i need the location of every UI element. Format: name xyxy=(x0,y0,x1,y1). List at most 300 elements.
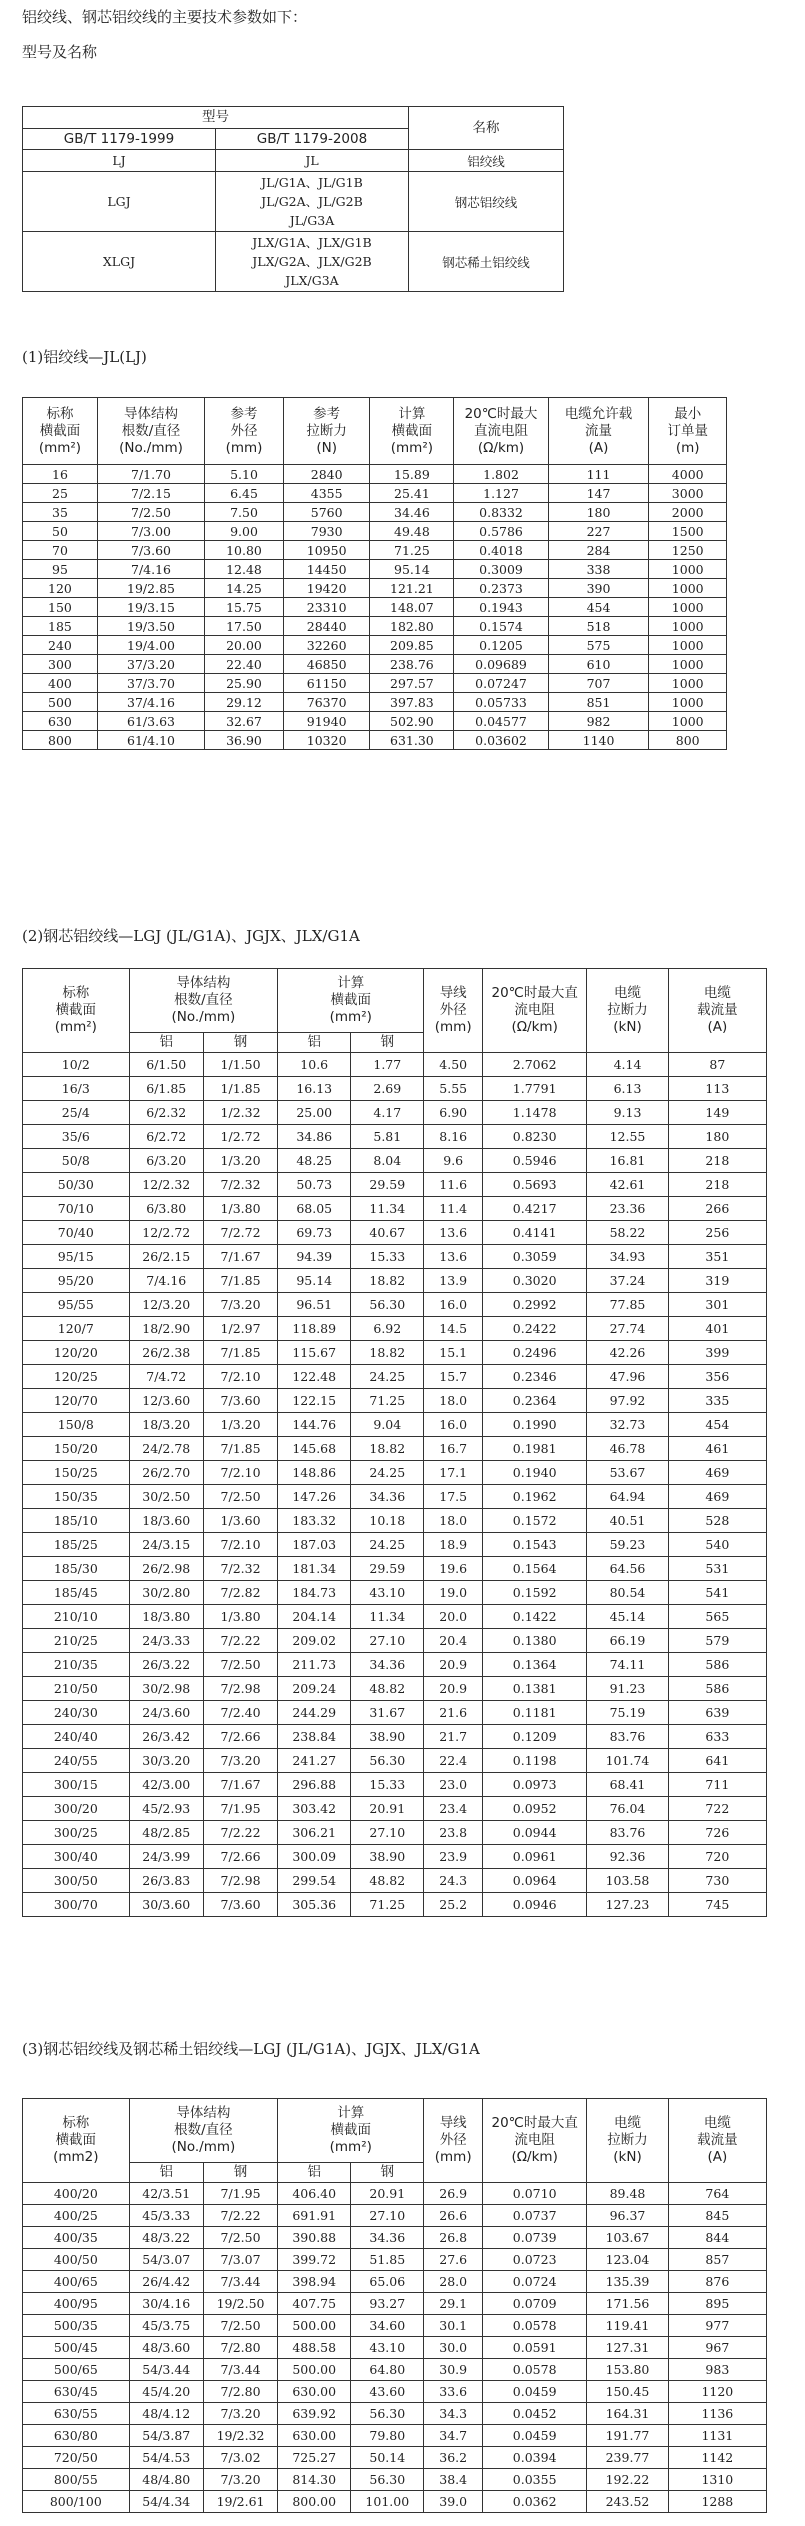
table-cell: 1000 xyxy=(649,674,727,693)
table-row xyxy=(23,1869,767,1893)
table-cell: 171.56 xyxy=(587,2293,668,2315)
table-cell: 83.76 xyxy=(587,1725,668,1749)
table-cell: 19/2.32 xyxy=(203,2425,277,2447)
table-cell: 0.3009 xyxy=(454,560,548,579)
table-cell: 27.74 xyxy=(587,1317,668,1341)
table-cell: 1000 xyxy=(649,598,727,617)
table-cell: 7/2.82 xyxy=(203,1581,277,1605)
table-cell: 7/3.20 xyxy=(203,1749,277,1773)
table-cell: 10.80 xyxy=(205,541,284,560)
std-2008-header: GB/T 1179-2008 xyxy=(216,129,409,150)
table-cell: 38.90 xyxy=(351,1845,424,1869)
table-cell: 7/1.70 xyxy=(97,465,204,484)
table-row xyxy=(23,1749,767,1773)
table-cell: 297.57 xyxy=(370,674,454,693)
table-cell: 11.34 xyxy=(351,1197,424,1221)
table-row xyxy=(23,2205,767,2227)
table-cell: 630/45 xyxy=(23,2381,130,2403)
table-row xyxy=(23,1221,767,1245)
table-cell: 0.2496 xyxy=(483,1341,587,1365)
table-cell: 18.0 xyxy=(424,1389,483,1413)
table-cell: 64.56 xyxy=(587,1557,668,1581)
table-cell: 54/3.07 xyxy=(129,2249,203,2271)
table-cell: 1000 xyxy=(649,655,727,674)
table-row xyxy=(23,579,727,598)
column-header: 标称 横截面 (mm²) xyxy=(23,398,98,465)
table-cell: 0.5946 xyxy=(483,1149,587,1173)
table-cell: 120/70 xyxy=(23,1389,130,1413)
table-cell: 1310 xyxy=(668,2469,766,2491)
table-cell: 35 xyxy=(23,503,98,522)
table-cell: 23.36 xyxy=(587,1197,668,1221)
table-row xyxy=(23,1437,767,1461)
table-cell: 351 xyxy=(668,1245,766,1269)
table-row xyxy=(23,1485,767,1509)
table-cell: 56.30 xyxy=(351,2469,424,2491)
table-cell: 45/2.93 xyxy=(129,1797,203,1821)
table-cell: 19/2.61 xyxy=(203,2491,277,2513)
acsr-table xyxy=(22,968,767,1917)
table-row xyxy=(23,2337,767,2359)
table-cell: 241.27 xyxy=(278,1749,351,1773)
table-cell: 34.46 xyxy=(370,503,454,522)
table-cell: 21.7 xyxy=(424,1725,483,1749)
table-cell: 0.1209 xyxy=(483,1725,587,1749)
tensile-header: 电缆 拉断力 (kN) xyxy=(587,2099,668,2183)
table-cell: 15.1 xyxy=(424,1341,483,1365)
model-name-cell: 铝绞线 xyxy=(409,150,564,172)
table-cell: 0.0394 xyxy=(483,2447,587,2469)
table-cell: 0.07247 xyxy=(454,674,548,693)
table-cell: 319 xyxy=(668,1269,766,1293)
table-cell: 183.32 xyxy=(278,1509,351,1533)
table-cell: 64.80 xyxy=(351,2359,424,2381)
table-cell: 56.30 xyxy=(351,2403,424,2425)
table-cell: 185 xyxy=(23,617,98,636)
table-cell: 144.76 xyxy=(278,1413,351,1437)
table-cell: 24/3.33 xyxy=(129,1629,203,1653)
table-cell: 49.48 xyxy=(370,522,454,541)
table-row xyxy=(23,2183,767,2205)
aluminum-subheader: 铝 xyxy=(129,1033,203,1053)
table-cell: 45.14 xyxy=(587,1605,668,1629)
table-cell: 335 xyxy=(668,1389,766,1413)
table-cell: 12/3.60 xyxy=(129,1389,203,1413)
column-header: 参考 外径 (mm) xyxy=(205,398,284,465)
table-row xyxy=(23,2469,767,2491)
table-cell: 7/1.95 xyxy=(203,2183,277,2205)
table-cell: 240/55 xyxy=(23,1749,130,1773)
table-cell: 92.36 xyxy=(587,1845,668,1869)
table-cell: 150/25 xyxy=(23,1461,130,1485)
table-cell: 399.72 xyxy=(278,2249,351,2271)
table-cell: 20.9 xyxy=(424,1677,483,1701)
table-cell: 800/55 xyxy=(23,2469,130,2491)
table-row xyxy=(23,1461,767,1485)
table-cell: 7/2.66 xyxy=(203,1845,277,1869)
ampacity-header: 电缆 载流量 (A) xyxy=(668,969,766,1053)
table-cell: 851 xyxy=(548,693,649,712)
table-cell: 34.36 xyxy=(351,1653,424,1677)
table-cell: 96.37 xyxy=(587,2205,668,2227)
table-row xyxy=(23,674,727,693)
table-cell: 7/2.66 xyxy=(203,1725,277,1749)
table-cell: 397.83 xyxy=(370,693,454,712)
table-cell: 6.90 xyxy=(424,1101,483,1125)
acsr-rare-earth-table xyxy=(22,2098,767,2513)
table-cell: 37/4.16 xyxy=(97,693,204,712)
table-cell: 0.4141 xyxy=(483,1221,587,1245)
aluminum-subheader: 铝 xyxy=(129,2163,203,2183)
table-cell: 93.27 xyxy=(351,2293,424,2315)
table-cell: 845 xyxy=(668,2205,766,2227)
table-cell: 30/2.80 xyxy=(129,1581,203,1605)
table-cell: 19/4.00 xyxy=(97,636,204,655)
table-cell: 15.33 xyxy=(351,1773,424,1797)
table-cell: 204.14 xyxy=(278,1605,351,1629)
table-row xyxy=(23,2271,767,2293)
table-cell: 27.10 xyxy=(351,1821,424,1845)
model-old-cell: LGJ xyxy=(23,172,216,232)
table-cell: 16.13 xyxy=(278,1077,351,1101)
model-name-header: 名称 xyxy=(409,107,564,150)
table-cell: 24/3.60 xyxy=(129,1701,203,1725)
table-cell: 37.24 xyxy=(587,1269,668,1293)
model-old-cell: LJ xyxy=(23,150,216,172)
diameter-header: 导线 外径 (mm) xyxy=(424,2099,483,2183)
table-cell: 16.0 xyxy=(424,1413,483,1437)
table-cell: 34.7 xyxy=(424,2425,483,2447)
table-cell: 400/35 xyxy=(23,2227,130,2249)
table-cell: 120/20 xyxy=(23,1341,130,1365)
table-cell: 6/2.32 xyxy=(129,1101,203,1125)
table-cell: 68.41 xyxy=(587,1773,668,1797)
table-cell: 26/3.42 xyxy=(129,1725,203,1749)
table-cell: 0.2373 xyxy=(454,579,548,598)
table-cell: 7/2.22 xyxy=(203,1821,277,1845)
table-cell: 13.6 xyxy=(424,1245,483,1269)
table-cell: 25.2 xyxy=(424,1893,483,1917)
table-cell: 29.59 xyxy=(351,1173,424,1197)
table-cell: 7/2.32 xyxy=(203,1173,277,1197)
table-cell: 0.0459 xyxy=(483,2381,587,2403)
table-cell: 707 xyxy=(548,674,649,693)
table-cell: 120 xyxy=(23,579,98,598)
table-cell: 7/2.10 xyxy=(203,1533,277,1557)
table-cell: 180 xyxy=(548,503,649,522)
table-cell: 39.0 xyxy=(424,2491,483,2513)
table-cell: 71.25 xyxy=(370,541,454,560)
table-cell: 400/25 xyxy=(23,2205,130,2227)
table-cell: 182.80 xyxy=(370,617,454,636)
table-cell: 7/2.80 xyxy=(203,2337,277,2359)
table-cell: 50 xyxy=(23,522,98,541)
table-cell: 33.6 xyxy=(424,2381,483,2403)
table-cell: 0.3020 xyxy=(483,1269,587,1293)
table-cell: 14.25 xyxy=(205,579,284,598)
table-row xyxy=(23,2359,767,2381)
table-row xyxy=(23,1725,767,1749)
table-cell: 26.8 xyxy=(424,2227,483,2249)
table-cell: 502.90 xyxy=(370,712,454,731)
column-header: 最小 订单量 (m) xyxy=(649,398,727,465)
table-cell: 0.0591 xyxy=(483,2337,587,2359)
table-cell: 210/35 xyxy=(23,1653,130,1677)
table-cell: 18.82 xyxy=(351,1437,424,1461)
table-cell: 19/2.85 xyxy=(97,579,204,598)
table-cell: 34.36 xyxy=(351,2227,424,2249)
table-cell: 227 xyxy=(548,522,649,541)
table-cell: 26/4.42 xyxy=(129,2271,203,2293)
table-cell: 401 xyxy=(668,1317,766,1341)
table-cell: 469 xyxy=(668,1485,766,1509)
table-cell: 0.4018 xyxy=(454,541,548,560)
table-cell: 800 xyxy=(23,731,98,750)
table-cell: 0.0952 xyxy=(483,1797,587,1821)
table-cell: 500/65 xyxy=(23,2359,130,2381)
table-cell: 97.92 xyxy=(587,1389,668,1413)
table-cell: 565 xyxy=(668,1605,766,1629)
table-cell: 0.0709 xyxy=(483,2293,587,2315)
table-cell: 187.03 xyxy=(278,1533,351,1557)
table-cell: 0.1198 xyxy=(483,1749,587,1773)
model-new-cell: JL xyxy=(216,150,409,172)
table-cell: 0.1205 xyxy=(454,636,548,655)
table-row xyxy=(23,1653,767,1677)
column-header: 参考 拉断力 (N) xyxy=(283,398,370,465)
table-cell: 10320 xyxy=(283,731,370,750)
table-cell: 48/3.22 xyxy=(129,2227,203,2249)
table-cell: 641 xyxy=(668,1749,766,1773)
table-cell: 48/4.12 xyxy=(129,2403,203,2425)
model-old-cell: XLGJ xyxy=(23,232,216,292)
table-cell: 399 xyxy=(668,1341,766,1365)
table-cell: 12/3.20 xyxy=(129,1293,203,1317)
table-cell: 0.0944 xyxy=(483,1821,587,1845)
table-cell: 29.1 xyxy=(424,2293,483,2315)
table-cell: 639 xyxy=(668,1701,766,1725)
table-cell: 122.15 xyxy=(278,1389,351,1413)
table-cell: 15.7 xyxy=(424,1365,483,1389)
table-cell: 876 xyxy=(668,2271,766,2293)
table-cell: 300/25 xyxy=(23,1821,130,1845)
table-cell: 1000 xyxy=(649,712,727,731)
table-row xyxy=(23,693,727,712)
table-cell: 800 xyxy=(649,731,727,750)
table-cell: 0.0452 xyxy=(483,2403,587,2425)
table-cell: 103.67 xyxy=(587,2227,668,2249)
table-cell: 0.04577 xyxy=(454,712,548,731)
table-cell: 7/2.22 xyxy=(203,2205,277,2227)
table-cell: 1/3.60 xyxy=(203,1509,277,1533)
table-cell: 46850 xyxy=(283,655,370,674)
table-row xyxy=(23,1629,767,1653)
table-cell: 192.22 xyxy=(587,2469,668,2491)
table-cell: 76.04 xyxy=(587,1797,668,1821)
table-cell: 814.30 xyxy=(278,2469,351,2491)
table-cell: 1/3.20 xyxy=(203,1413,277,1437)
table-cell: 7/4.16 xyxy=(97,560,204,579)
table-cell: 74.11 xyxy=(587,1653,668,1677)
model-name-cell: 钢芯稀土铝绞线 xyxy=(409,232,564,292)
table-cell: 37/3.70 xyxy=(97,674,204,693)
table-cell: 7/3.44 xyxy=(203,2271,277,2293)
table-cell: 301 xyxy=(668,1293,766,1317)
table-cell: 7/3.60 xyxy=(203,1893,277,1917)
table-row xyxy=(23,1053,767,1077)
table-cell: 1/2.97 xyxy=(203,1317,277,1341)
table-row xyxy=(23,1413,767,1437)
table-cell: 91.23 xyxy=(587,1677,668,1701)
table-cell: 37/3.20 xyxy=(97,655,204,674)
table-cell: 48.82 xyxy=(351,1869,424,1893)
table-cell: 30/2.98 xyxy=(129,1677,203,1701)
table-row xyxy=(23,1605,767,1629)
table-row xyxy=(23,636,727,655)
table-cell: 7/2.10 xyxy=(203,1461,277,1485)
table-cell: 35/6 xyxy=(23,1125,130,1149)
table-cell: 48/4.80 xyxy=(129,2469,203,2491)
table-cell: 0.0355 xyxy=(483,2469,587,2491)
table-cell: 7/1.85 xyxy=(203,1437,277,1461)
table-cell: 70 xyxy=(23,541,98,560)
table-cell: 857 xyxy=(668,2249,766,2271)
ampacity-header: 电缆 载流量 (A) xyxy=(668,2099,766,2183)
table-cell: 300/70 xyxy=(23,1893,130,1917)
table-cell: 70/10 xyxy=(23,1197,130,1221)
table-cell: 0.0710 xyxy=(483,2183,587,2205)
table-cell: 7/3.07 xyxy=(203,2249,277,2271)
table-cell: 145.68 xyxy=(278,1437,351,1461)
diameter-header: 导线 外径 (mm) xyxy=(424,969,483,1053)
table-cell: 1136 xyxy=(668,2403,766,2425)
table-cell: 36.2 xyxy=(424,2447,483,2469)
table-cell: 28440 xyxy=(283,617,370,636)
table-cell: 53.67 xyxy=(587,1461,668,1485)
area-header: 标称 横截面 (mm²) xyxy=(23,969,130,1053)
table-cell: 0.0459 xyxy=(483,2425,587,2447)
table-cell: 103.58 xyxy=(587,1869,668,1893)
table-cell: 243.52 xyxy=(587,2491,668,2513)
table-cell: 541 xyxy=(668,1581,766,1605)
table-cell: 0.0578 xyxy=(483,2315,587,2337)
table-cell: 95 xyxy=(23,560,98,579)
table-cell: 7/4.72 xyxy=(129,1365,203,1389)
table-cell: 43.10 xyxy=(351,2337,424,2359)
table-cell: 71.25 xyxy=(351,1389,424,1413)
table-cell: 1.127 xyxy=(454,484,548,503)
table-cell: 639.92 xyxy=(278,2403,351,2425)
table-cell: 722 xyxy=(668,1797,766,1821)
column-header: 计算 横截面 (mm²) xyxy=(370,398,454,465)
table-cell: 17.50 xyxy=(205,617,284,636)
table-cell: 2.69 xyxy=(351,1077,424,1101)
table-row xyxy=(23,617,727,636)
steel-subheader: 钢 xyxy=(203,2163,277,2183)
table-cell: 95.14 xyxy=(278,1269,351,1293)
table-cell: 150/8 xyxy=(23,1413,130,1437)
table-cell: 34.36 xyxy=(351,1485,424,1509)
table-cell: 26/2.15 xyxy=(129,1245,203,1269)
table-cell: 45/3.33 xyxy=(129,2205,203,2227)
table-cell: 764 xyxy=(668,2183,766,2205)
table-cell: 12/2.72 xyxy=(129,1221,203,1245)
table-cell: 11.4 xyxy=(424,1197,483,1221)
table-cell: 18/3.20 xyxy=(129,1413,203,1437)
table-cell: 1/2.32 xyxy=(203,1101,277,1125)
table-cell: 983 xyxy=(668,2359,766,2381)
table-cell: 14450 xyxy=(283,560,370,579)
table-cell: 218 xyxy=(668,1149,766,1173)
table-cell: 6/1.85 xyxy=(129,1077,203,1101)
table-row xyxy=(23,655,727,674)
table-row xyxy=(23,541,727,560)
table-cell: 20.00 xyxy=(205,636,284,655)
table-cell: 20.91 xyxy=(351,1797,424,1821)
table-cell: 7/1.85 xyxy=(203,1269,277,1293)
table-cell: 150 xyxy=(23,598,98,617)
table-cell: 7/2.15 xyxy=(97,484,204,503)
table-cell: 0.3059 xyxy=(483,1245,587,1269)
table-cell: 150/20 xyxy=(23,1437,130,1461)
table-cell: 630/80 xyxy=(23,2425,130,2447)
table-cell: 0.8230 xyxy=(483,1125,587,1149)
table-cell: 26/3.22 xyxy=(129,1653,203,1677)
table-cell: 0.2346 xyxy=(483,1365,587,1389)
table-cell: 0.1380 xyxy=(483,1629,587,1653)
table-cell: 7/3.00 xyxy=(97,522,204,541)
table-cell: 7/2.72 xyxy=(203,1221,277,1245)
table-cell: 338 xyxy=(548,560,649,579)
table-cell: 123.04 xyxy=(587,2249,668,2271)
table-row xyxy=(23,1365,767,1389)
table-cell: 45/4.20 xyxy=(129,2381,203,2403)
table-cell: 1/3.80 xyxy=(203,1197,277,1221)
table-cell: 300.09 xyxy=(278,1845,351,1869)
table-cell: 5.10 xyxy=(205,465,284,484)
table-cell: 120/25 xyxy=(23,1365,130,1389)
table-cell: 149 xyxy=(668,1101,766,1125)
table-cell: 209.85 xyxy=(370,636,454,655)
section1-caption: (1)铝绞线—JL(LJ) xyxy=(22,348,147,366)
table-cell: 42.26 xyxy=(587,1341,668,1365)
table-cell: 1500 xyxy=(649,522,727,541)
table-cell: 101.74 xyxy=(587,1749,668,1773)
table-cell: 730 xyxy=(668,1869,766,1893)
column-header: 导体结构 根数/直径 (No./mm) xyxy=(97,398,204,465)
table-cell: 40.67 xyxy=(351,1221,424,1245)
table-cell: 15.75 xyxy=(205,598,284,617)
table-cell: 0.4217 xyxy=(483,1197,587,1221)
table-cell: 1/3.20 xyxy=(203,1149,277,1173)
table-cell: 630.00 xyxy=(278,2425,351,2447)
calc-area-header: 计算 横截面 (mm²) xyxy=(278,969,424,1033)
table-cell: 240 xyxy=(23,636,98,655)
table-cell: 150/35 xyxy=(23,1485,130,1509)
table-cell: 7/3.20 xyxy=(203,1293,277,1317)
table-cell: 528 xyxy=(668,1509,766,1533)
table-cell: 210/10 xyxy=(23,1605,130,1629)
table-cell: 18/3.60 xyxy=(129,1509,203,1533)
table-cell: 54/3.87 xyxy=(129,2425,203,2447)
table-cell: 586 xyxy=(668,1677,766,1701)
table-cell: 50.73 xyxy=(278,1173,351,1197)
table-cell: 7/2.80 xyxy=(203,2381,277,2403)
table-cell: 18.82 xyxy=(351,1269,424,1293)
table-cell: 79.80 xyxy=(351,2425,424,2447)
table-cell: 150.45 xyxy=(587,2381,668,2403)
table-cell: 1/3.80 xyxy=(203,1605,277,1629)
